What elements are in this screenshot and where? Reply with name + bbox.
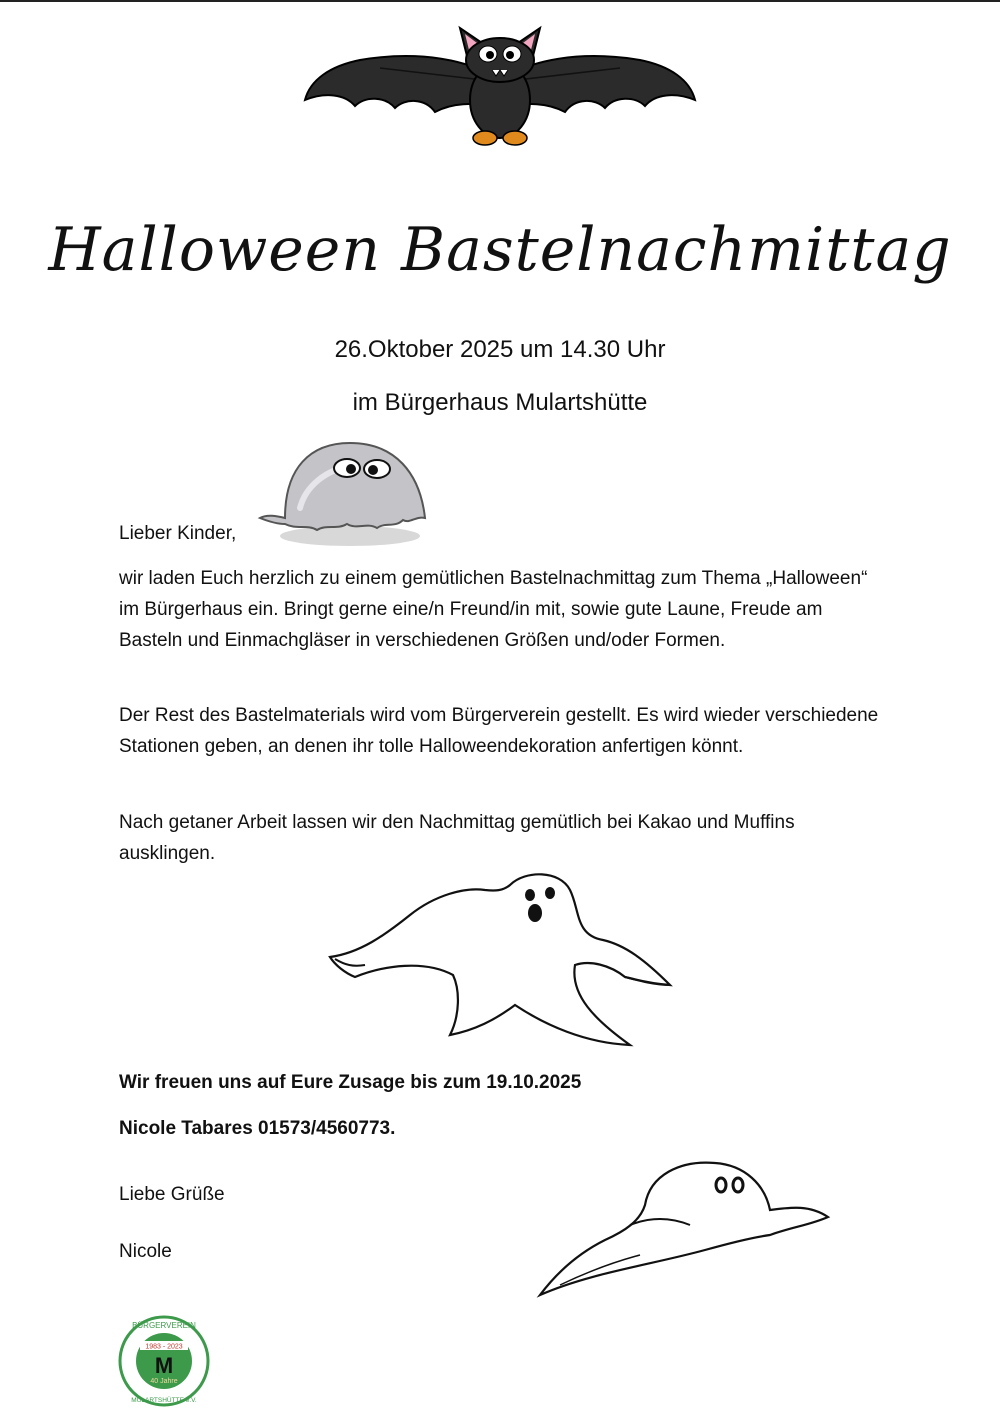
contact-info: Nicole Tabares 01573/4560773. [119, 1118, 396, 1139]
logo-top-text: BÜRGERVEREIN [132, 1321, 196, 1330]
materials-paragraph: Der Rest des Bastelmaterials wird vom Bürgerverein gestellt. Es wird wieder verschiedene Stationen geben, an denen ihr tolle Halloweendekoration anfertigen könnt. [119, 705, 879, 757]
refreshments-paragraph: Nach getaner Arbeit lassen wir den Nachmittag gemütlich bei Kakao und Muffins ausklingen. [119, 812, 795, 864]
logo-bottom-text: MULARTSHÜTTE e.V. [131, 1397, 197, 1404]
event-place: im Bürgerhaus Mulartshütte [352, 389, 648, 416]
bat-icon [300, 20, 700, 150]
greeting: Lieber Kinder, [119, 523, 237, 544]
flying-ghost-icon [325, 865, 675, 1050]
rsvp-note: Wir freuen uns auf Eure Zusage bis zum 19.10.2025 [119, 1072, 582, 1093]
invitation-paragraph: wir laden Euch herzlich zu einem gemütlichen Bastelnachmittag zum Thema „Halloween“ im Bürgerhaus ein. Bringt gerne eine/n Freund/in mit, sowie gute Laune, Freude am Basteln und Einmachgläser in verschiedenen Größen und/oder Formen. [119, 568, 868, 651]
logo-anniversary: 40 Jahre [150, 1378, 178, 1385]
logo-letter: M [154, 1353, 174, 1378]
logo-years: 1983 - 2023 [145, 1343, 183, 1351]
event-date: 26.Oktober 2025 um 14.30 Uhr [334, 336, 666, 363]
closing-line: Liebe Grüße [119, 1184, 225, 1205]
signature: Nicole [119, 1241, 172, 1262]
page-title: Halloween Bastelnachmittag [48, 215, 952, 285]
small-ghost-icon [530, 1155, 835, 1300]
association-logo [116, 1315, 212, 1407]
top-rule [0, 0, 1000, 2]
